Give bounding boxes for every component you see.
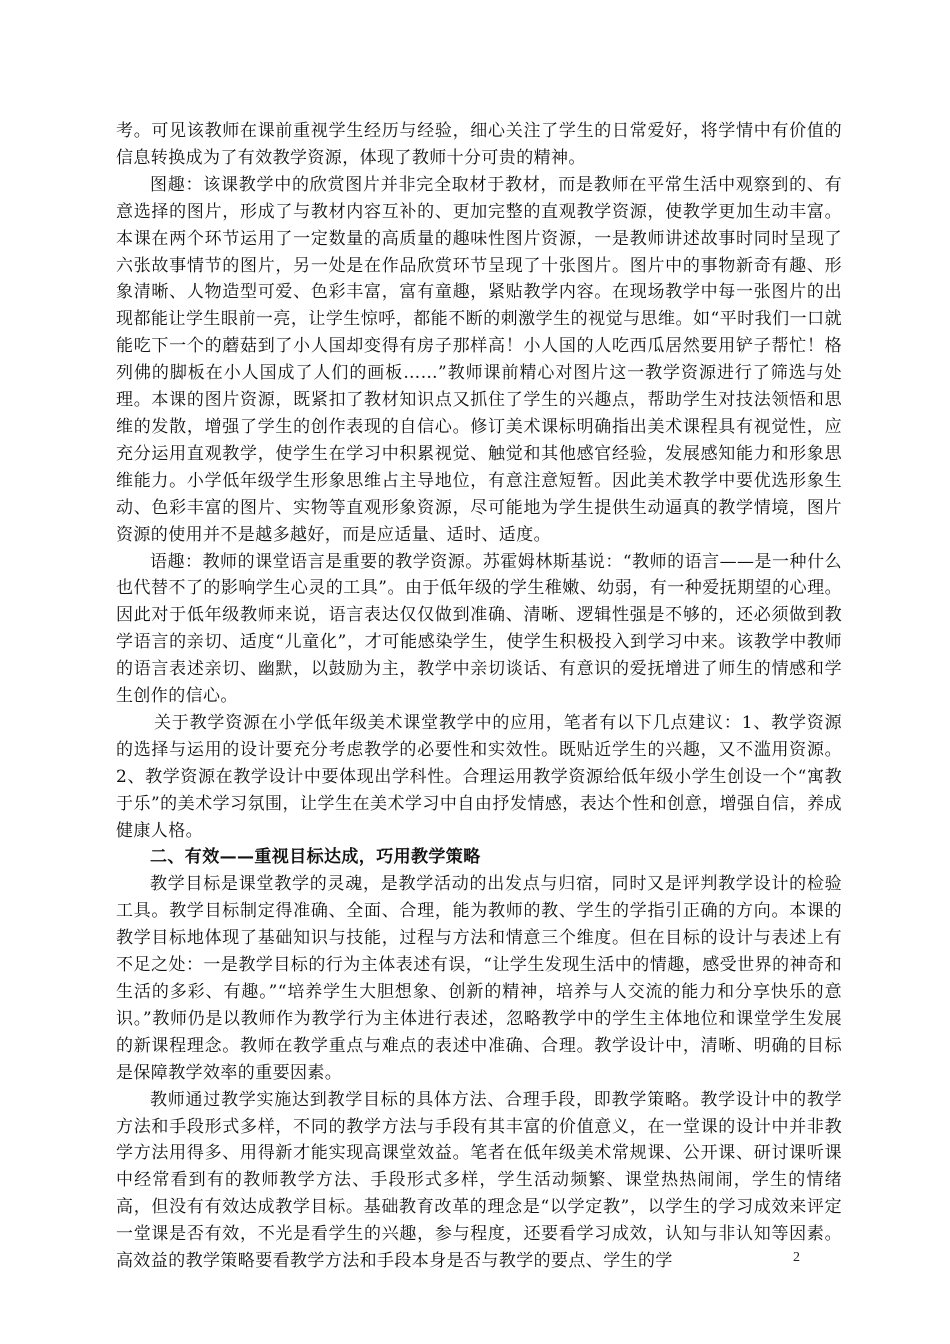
paragraph-teaching-goals: 教学目标是课堂教学的灵魂，是教学活动的出发点与归宿，同时又是评判教学设计的检验工具。教学目标制定得准确、全面、合理，能为教师的教、学生的学指引正确的方向。本课的教学目标地体现了基础知识与技能，过程与方法和情意三个维度。但在目标的设计与表述上有不足之处：一是教学目标的行为主体表述有误，“让学生发现生活中的情趣，感受世界的神奇和生活的多彩、有趣。”“培养学生大胆想象、创新的精神，培养与人交流的能力和分享快乐的意识。”教师仍是以教师作为教学行为主体进行表述，忽略教学中的学生主体地位和课堂学生发展的新课程理念。教师在教学重点与难点的表述中准确、合理。教学设计中，清晰、明确的目标是保障教学效率的重要因素。 (116, 874, 842, 1083)
paragraph-language-interest: 语趣：教师的课堂语言是重要的教学资源。苏霍姆林斯基说：“教师的语言——是一种什么也代替不了的影响学生心灵的工具”。由于低年级的学生稚嫩、幼弱，有一种爱抚期望的心理。因此对于低年级教师来说，语言表达仅仅做到准确、清晰、逻辑性强是不够的，还必须做到教学语言的亲切、适度“儿童化”，才可能感染学生，使学生积极投入到学习中来。该教学中教师的语言表述亲切、幽默，以鼓励为主，教学中亲切谈话、有意识的爱抚增进了师生的情感和学生创作的信心。 (116, 551, 842, 707)
paragraph-picture-interest: 图趣：该课教学中的欣赏图片并非完全取材于教材，而是教师在平常生活中观察到的、有意选择的图片，形成了与教材内容互补的、更加完整的直观教学资源，使教学更加生动丰富。本课在两个环节运用了一定数量的高质量的趣味性图片资源，一是教师讲述故事时同时呈现了六张故事情节的图片，另一处是在作品欣赏环节呈现了十张图片。图片中的事物新奇有趣、形象清晰、人物造型可爱、色彩丰富，富有童趣，紧贴教学内容。在现场教学中每一张图片的出现都能让学生眼前一亮，让学生惊呼，都能不断的刺激学生的视觉与思维。如“平时我们一口就能吃下一个的蘑菇到了小人国却变得有房子那样高！小人国的人吃西瓜居然要用铲子帮忙！格列佛的脚板在小人国成了人们的画板……”教师课前精心对图片这一教学资源进行了筛选与处理。本课的图片资源，既紧扣了教材知识点又抓住了学生的兴趣点，帮助学生对技法领悟和思维的发散，增强了学生的创作表现的自信心。修订美术课标明确指出美术课程具有视觉性，应充分运用直观教学，使学生在学习中积累视觉、触觉和其他感官经验，发展感知能力和形象思维能力。小学低年级学生形象思维占主导地位，有意注意短暂。因此美术教学中要优选形象生动、色彩丰富的图片、实物等直观形象资源，尽可能地为学生提供生动逼真的教学情境，图片资源的使用并不是越多越好，而是应适量、适时、适度。 (116, 174, 842, 545)
paragraph-suggestions: 关于教学资源在小学低年级美术课堂教学中的应用，笔者有以下几点建议：1、教学资源的选择与运用的设计要充分考虑教学的必要性和实效性。既贴近学生的兴趣，又不滥用资源。2、教学资源在教学设计中要体现出学科性。合理运用教学资源给低年级小学生创设一个“寓教于乐”的美术学习氛围，让学生在美术学习中自由抒发情感，表达个性和创意，增强自信，养成健康人格。 (116, 712, 842, 841)
paragraph-teaching-strategy: 教师通过教学实施达到教学目标的具体方法、合理手段，即教学策略。教学设计中的教学方法和手段形式多样，不同的教学方法与手段有其丰富的价值意义，在一堂课的设计中并非教学方法用得多、用得新才能实现高课堂效益。笔者在低年级美术常规课、公开课、研讨课听课中经常看到有的教师教学方法、手段形式多样，学生活动频繁、课堂热热闹闹，学生的情绪高，但没有有效达成教学目标。基础教育改革的理念是“以学定教”，以学生的学习成效来评定一堂课是否有效，不光是看学生的兴趣，参与程度，还要看学习成效，认知与非认知等因素。高效益的教学策略要看教学方法和手段本身是否与教学的要点、学生的学 (116, 1089, 842, 1272)
document-body (116, 118, 842, 1275)
section-heading: 二、有效——重视目标达成，巧用教学策略 (150, 847, 481, 868)
paragraph-continuation: 考。可见该教师在课前重视学生经历与经验，细心关注了学生的日常爱好，将学情中有价值的信息转换成为了有效教学资源，体现了教师十分可贵的精神。 (116, 121, 842, 168)
page-number: 2 (793, 1250, 800, 1265)
